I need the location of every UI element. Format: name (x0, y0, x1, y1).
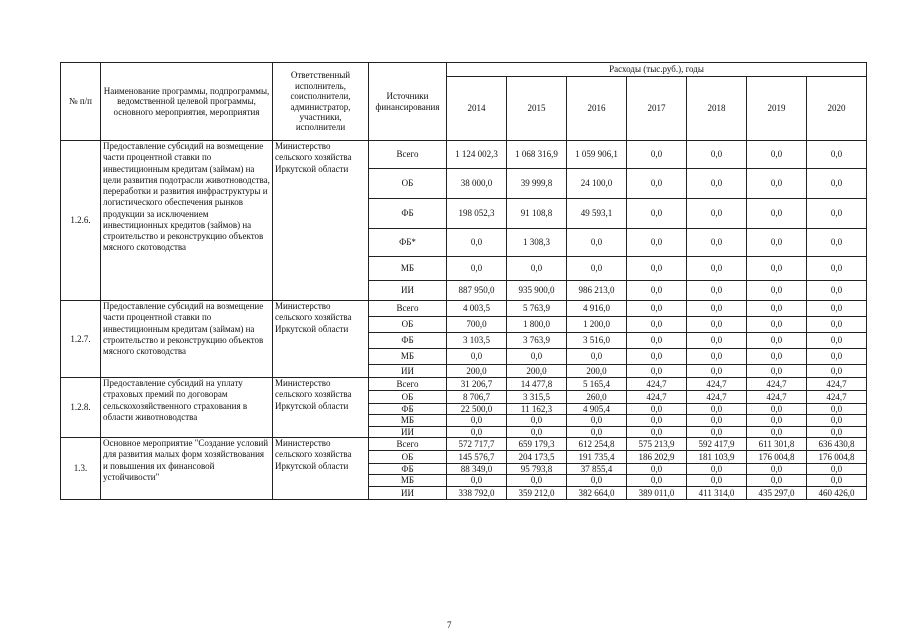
expense-value: 145 576,7 (447, 451, 507, 464)
funding-source: ОБ (369, 391, 447, 404)
expense-value: 22 500,0 (447, 404, 507, 415)
expense-value: 424,7 (687, 391, 747, 404)
expense-value: 0,0 (687, 301, 747, 317)
expense-value: 0,0 (627, 404, 687, 415)
funding-source: ИИ (369, 365, 447, 378)
expense-value: 0,0 (687, 317, 747, 333)
expense-value: 200,0 (507, 365, 567, 378)
expense-value: 0,0 (747, 257, 807, 281)
expense-value: 186 202,9 (627, 451, 687, 464)
expense-value: 659 179,3 (507, 438, 567, 451)
expense-value: 0,0 (507, 475, 567, 486)
expense-value: 38 000,0 (447, 169, 507, 199)
expense-value: 0,0 (747, 365, 807, 378)
expense-value: 0,0 (807, 229, 867, 257)
expense-value: 0,0 (507, 349, 567, 365)
funding-source: ФБ (369, 199, 447, 229)
expense-value: 31 206,7 (447, 378, 507, 391)
expense-value: 39 999,8 (507, 169, 567, 199)
item-name: Предоставление субсидий на возмещение части процентной ставки по инвестиционным кредитам (займам) на цели развития подотрасли животноводства, переработки и развития инфраструктуры и логистического обеспечения рынков продукции за исключением инвестиционных кредитов (займов) на строительство и реконструкцию объектов мясного скотоводства (101, 141, 273, 301)
funding-source: Всего (369, 301, 447, 317)
expense-value: 0,0 (747, 141, 807, 169)
expense-value: 200,0 (447, 365, 507, 378)
expense-value: 0,0 (747, 415, 807, 426)
expense-value: 0,0 (567, 426, 627, 437)
expense-value: 95 793,8 (507, 464, 567, 475)
expense-value: 88 349,0 (447, 464, 507, 475)
expense-value: 0,0 (567, 349, 627, 365)
expense-value: 411 314,0 (687, 486, 747, 499)
expense-value: 424,7 (687, 378, 747, 391)
header-num: № п/п (61, 63, 101, 141)
expense-value: 0,0 (447, 349, 507, 365)
expense-value: 0,0 (807, 415, 867, 426)
expense-value: 424,7 (627, 378, 687, 391)
expense-value: 592 417,9 (687, 438, 747, 451)
expense-value: 181 103,9 (687, 451, 747, 464)
funding-source: ФБ (369, 464, 447, 475)
expense-value: 0,0 (807, 365, 867, 378)
funding-source: МБ (369, 475, 447, 486)
expense-value: 700,0 (447, 317, 507, 333)
header-name: Наименование программы, подпрограммы, ведомственной целевой программы, основного мероприятия, мероприятия (101, 63, 273, 141)
expense-value: 0,0 (627, 475, 687, 486)
expense-value: 0,0 (447, 257, 507, 281)
header-year: 2016 (567, 77, 627, 141)
expense-value: 198 052,3 (447, 199, 507, 229)
expense-value: 0,0 (747, 426, 807, 437)
expense-value: 612 254,8 (567, 438, 627, 451)
expense-value: 0,0 (627, 169, 687, 199)
expense-value: 4 003,5 (447, 301, 507, 317)
header-expenses: Расходы (тыс.руб.), годы (447, 63, 867, 77)
item-responsible: Министерство сельского хозяйства Иркутской области (273, 378, 369, 438)
expense-value: 0,0 (627, 229, 687, 257)
expense-value: 0,0 (447, 426, 507, 437)
expense-value: 424,7 (747, 391, 807, 404)
expense-value: 0,0 (747, 349, 807, 365)
header-year: 2018 (687, 77, 747, 141)
expense-value: 191 735,4 (567, 451, 627, 464)
expense-value: 0,0 (687, 365, 747, 378)
expense-value: 0,0 (627, 333, 687, 349)
funding-source: ИИ (369, 281, 447, 301)
expense-value: 572 717,7 (447, 438, 507, 451)
expense-value: 260,0 (567, 391, 627, 404)
expense-value: 575 213,9 (627, 438, 687, 451)
expense-value: 0,0 (507, 426, 567, 437)
item-number: 1.3. (61, 438, 101, 500)
expense-value: 0,0 (627, 415, 687, 426)
expense-value: 5 165,4 (567, 378, 627, 391)
expense-value: 0,0 (807, 281, 867, 301)
expense-value: 0,0 (687, 475, 747, 486)
expense-value: 0,0 (687, 464, 747, 475)
expense-value: 0,0 (747, 475, 807, 486)
expense-value: 0,0 (747, 404, 807, 415)
header-responsible: Ответственный исполнитель, соисполнители, администратор, участники, исполнители (273, 63, 369, 141)
expense-value: 0,0 (687, 333, 747, 349)
expense-value: 0,0 (627, 301, 687, 317)
expense-value: 91 108,8 (507, 199, 567, 229)
expense-value: 0,0 (627, 365, 687, 378)
expense-value: 0,0 (747, 199, 807, 229)
expense-value: 204 173,5 (507, 451, 567, 464)
expense-value: 611 301,8 (747, 438, 807, 451)
expense-value: 3 103,5 (447, 333, 507, 349)
expense-value: 0,0 (567, 475, 627, 486)
expense-value: 0,0 (807, 141, 867, 169)
expense-value: 0,0 (627, 464, 687, 475)
expense-value: 14 477,8 (507, 378, 567, 391)
expense-value: 5 763,9 (507, 301, 567, 317)
funding-source: Всего (369, 378, 447, 391)
expense-value: 37 855,4 (567, 464, 627, 475)
expense-value: 0,0 (807, 301, 867, 317)
header-year: 2017 (627, 77, 687, 141)
expense-value: 424,7 (807, 391, 867, 404)
expense-value: 3 315,5 (507, 391, 567, 404)
expense-value: 4 905,4 (567, 404, 627, 415)
expense-value: 424,7 (747, 378, 807, 391)
expense-value: 0,0 (447, 475, 507, 486)
expense-value: 0,0 (627, 349, 687, 365)
expense-value: 0,0 (687, 141, 747, 169)
expense-value: 382 664,0 (567, 486, 627, 499)
expense-value: 424,7 (627, 391, 687, 404)
expense-value: 1 800,0 (507, 317, 567, 333)
funding-source: ФБ* (369, 229, 447, 257)
expense-value: 0,0 (687, 229, 747, 257)
expense-value: 0,0 (807, 404, 867, 415)
table-body (61, 141, 867, 500)
item-responsible: Министерство сельского хозяйства Иркутской области (273, 301, 369, 378)
funding-source: Всего (369, 141, 447, 169)
expense-value: 1 308,3 (507, 229, 567, 257)
expense-value: 0,0 (807, 349, 867, 365)
expense-value: 1 059 906,1 (567, 141, 627, 169)
item-name: Предоставление субсидий на возмещение части процентной ставки по инвестиционным кредитам (займам) на строительство и реконструкцию объектов мясного скотоводства (101, 301, 273, 378)
header-year: 2014 (447, 77, 507, 141)
expense-value: 0,0 (687, 281, 747, 301)
expense-value: 0,0 (567, 229, 627, 257)
expense-value: 0,0 (627, 281, 687, 301)
header-year: 2015 (507, 77, 567, 141)
expense-value: 0,0 (807, 333, 867, 349)
budget-table-wrapper (60, 62, 866, 500)
expense-value: 0,0 (627, 199, 687, 229)
expense-value: 8 706,7 (447, 391, 507, 404)
funding-source: ФБ (369, 404, 447, 415)
funding-source: МБ (369, 349, 447, 365)
expense-value: 49 593,1 (567, 199, 627, 229)
funding-source: ФБ (369, 333, 447, 349)
funding-source: МБ (369, 415, 447, 426)
funding-source: Всего (369, 438, 447, 451)
expense-value: 0,0 (807, 257, 867, 281)
expense-value: 0,0 (627, 257, 687, 281)
expense-value: 0,0 (687, 415, 747, 426)
funding-source: ОБ (369, 317, 447, 333)
expense-value: 0,0 (687, 404, 747, 415)
expense-value: 0,0 (447, 229, 507, 257)
page-number: 7 (447, 620, 452, 630)
item-number: 1.2.6. (61, 141, 101, 301)
funding-source: ИИ (369, 486, 447, 499)
expense-value: 0,0 (807, 464, 867, 475)
expense-value: 0,0 (507, 257, 567, 281)
budget-table (60, 62, 867, 500)
expense-value: 0,0 (567, 257, 627, 281)
expense-value: 11 162,3 (507, 404, 567, 415)
expense-value: 986 213,0 (567, 281, 627, 301)
expense-value: 0,0 (567, 415, 627, 426)
expense-value: 0,0 (807, 199, 867, 229)
expense-value: 1 124 002,3 (447, 141, 507, 169)
expense-value: 359 212,0 (507, 486, 567, 499)
expense-value: 935 900,0 (507, 281, 567, 301)
expense-value: 176 004,8 (807, 451, 867, 464)
expense-value: 0,0 (807, 169, 867, 199)
expense-value: 636 430,8 (807, 438, 867, 451)
funding-source: ОБ (369, 451, 447, 464)
expense-value: 0,0 (627, 141, 687, 169)
expense-value: 0,0 (627, 317, 687, 333)
expense-value: 0,0 (747, 333, 807, 349)
expense-value: 0,0 (747, 281, 807, 301)
expense-value: 338 792,0 (447, 486, 507, 499)
funding-source: МБ (369, 257, 447, 281)
expense-value: 435 297,0 (747, 486, 807, 499)
expense-value: 0,0 (687, 199, 747, 229)
item-responsible: Министерство сельского хозяйства Иркутской области (273, 438, 369, 500)
expense-value: 0,0 (687, 426, 747, 437)
item-number: 1.2.7. (61, 301, 101, 378)
expense-value: 1 068 316,9 (507, 141, 567, 169)
expense-value: 0,0 (747, 317, 807, 333)
expense-value: 460 426,0 (807, 486, 867, 499)
expense-value: 0,0 (807, 475, 867, 486)
item-responsible: Министерство сельского хозяйства Иркутской области (273, 141, 369, 301)
expense-value: 389 011,0 (627, 486, 687, 499)
expense-value: 200,0 (567, 365, 627, 378)
expense-value: 0,0 (447, 415, 507, 426)
expense-value: 3 763,9 (507, 333, 567, 349)
expense-value: 0,0 (747, 229, 807, 257)
header-year: 2019 (747, 77, 807, 141)
funding-source: ИИ (369, 426, 447, 437)
table-row (61, 301, 867, 317)
header-year: 2020 (807, 77, 867, 141)
expense-value: 424,7 (807, 378, 867, 391)
funding-source: ОБ (369, 169, 447, 199)
expense-value: 0,0 (747, 301, 807, 317)
item-name: Основное мероприятие "Создание условий для развития малых форм хозяйствования и повышения их финансовой устойчивости" (101, 438, 273, 500)
expense-value: 0,0 (807, 317, 867, 333)
table-row (61, 141, 867, 169)
expense-value: 0,0 (507, 415, 567, 426)
expense-value: 3 516,0 (567, 333, 627, 349)
expense-value: 887 950,0 (447, 281, 507, 301)
expense-value: 0,0 (687, 257, 747, 281)
expense-value: 0,0 (747, 464, 807, 475)
expense-value: 0,0 (747, 169, 807, 199)
expense-value: 0,0 (627, 426, 687, 437)
item-name: Предоставление субсидий на уплату страховых премий по договорам сельскохозяйственного страхования в области животноводства (101, 378, 273, 438)
expense-value: 0,0 (687, 169, 747, 199)
expense-value: 176 004,8 (747, 451, 807, 464)
expense-value: 0,0 (687, 349, 747, 365)
expense-value: 24 100,0 (567, 169, 627, 199)
expense-value: 4 916,0 (567, 301, 627, 317)
item-number: 1.2.8. (61, 378, 101, 438)
table-row (61, 438, 867, 451)
header-sources: Источники финансирования (369, 63, 447, 141)
table-row (61, 378, 867, 391)
expense-value: 1 200,0 (567, 317, 627, 333)
expense-value: 0,0 (807, 426, 867, 437)
